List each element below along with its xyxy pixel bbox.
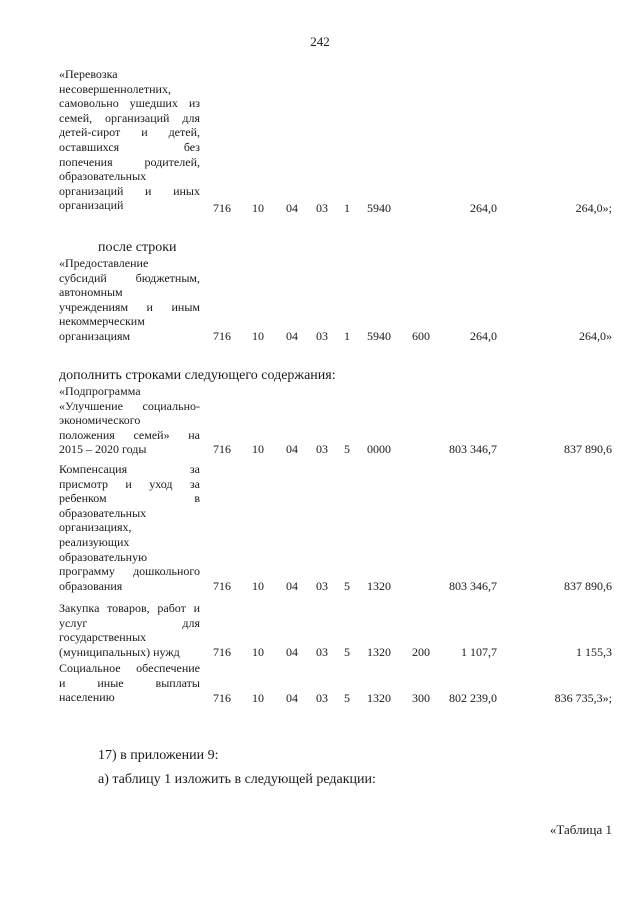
row-name: Закупка товаров, работ и услуг для государственных (муниципальных) нужд (59, 601, 200, 659)
code-ministry: 716 (213, 442, 231, 456)
value-year-1: 264,0 (470, 329, 497, 343)
row-name: «Предоставление субсидий бюджетным, автономным учреждениям и иным некоммерческим организациям (59, 256, 200, 343)
code-expense-type: 300 (412, 691, 430, 705)
code-program: 03 (316, 329, 328, 343)
code-subprogram: 1 (344, 201, 350, 215)
row-name: «Подпрограмма «Улучшение социально- экономического положения семей» на 2015 – 2020 годы (59, 384, 200, 457)
code-program: 03 (316, 201, 328, 215)
row-name: Социальное обеспечение и иные выплаты населению (59, 661, 200, 705)
code-section: 10 (252, 442, 264, 456)
code-section: 10 (252, 691, 264, 705)
value-year-2: 837 890,6 (564, 579, 612, 593)
value-year-1: 803 346,7 (449, 442, 497, 456)
value-year-1: 264,0 (470, 201, 497, 215)
value-year-2: 264,0» (579, 329, 612, 343)
code-direction: 1320 (367, 691, 391, 705)
value-year-2: 836 735,3»; (554, 691, 612, 705)
code-subsection: 04 (286, 329, 298, 343)
code-section: 10 (252, 329, 264, 343)
row-name: Компенсация за присмотр и уход за ребенком в образовательных организациях, реализующих образовательную программу дошкольного образования (59, 462, 200, 593)
code-subprogram: 5 (344, 579, 350, 593)
code-ministry: 716 (213, 329, 231, 343)
code-expense-type: 600 (412, 329, 430, 343)
code-direction: 5940 (367, 329, 391, 343)
code-section: 10 (252, 645, 264, 659)
code-direction: 1320 (367, 645, 391, 659)
code-subsection: 04 (286, 645, 298, 659)
after-line-text: после строки (98, 240, 177, 255)
row-name: «Перевозка несовершеннолетних, самовольно ушедших из семей, организаций для детей-сирот и детей, оставшихся без попечения родителей, образовательных организаций и иных организаций (59, 67, 200, 213)
code-subprogram: 1 (344, 329, 350, 343)
code-program: 03 (316, 691, 328, 705)
table-label: «Таблица 1 (549, 822, 612, 837)
code-direction: 0000 (367, 442, 391, 456)
code-ministry: 716 (213, 201, 231, 215)
code-expense-type: 200 (412, 645, 430, 659)
code-program: 03 (316, 645, 328, 659)
code-subsection: 04 (286, 201, 298, 215)
code-subsection: 04 (286, 691, 298, 705)
code-program: 03 (316, 579, 328, 593)
code-ministry: 716 (213, 691, 231, 705)
item-17-text: 17) в приложении 9: (98, 748, 219, 763)
value-year-1: 1 107,7 (461, 645, 497, 659)
value-year-2: 264,0»; (575, 201, 612, 215)
code-subsection: 04 (286, 442, 298, 456)
code-ministry: 716 (213, 645, 231, 659)
supplement-text: дополнить строками следующего содержания: (59, 368, 336, 383)
code-subprogram: 5 (344, 691, 350, 705)
page-number: 242 (310, 34, 330, 49)
code-subsection: 04 (286, 579, 298, 593)
code-section: 10 (252, 201, 264, 215)
value-year-2: 837 890,6 (564, 442, 612, 456)
value-year-2: 1 155,3 (576, 645, 612, 659)
code-subprogram: 5 (344, 645, 350, 659)
value-year-1: 802 239,0 (449, 691, 497, 705)
code-program: 03 (316, 442, 328, 456)
code-direction: 1320 (367, 579, 391, 593)
item-a-text: а) таблицу 1 изложить в следующей редакции: (98, 772, 376, 787)
code-subprogram: 5 (344, 442, 350, 456)
code-ministry: 716 (213, 579, 231, 593)
code-section: 10 (252, 579, 264, 593)
code-direction: 5940 (367, 201, 391, 215)
value-year-1: 803 346,7 (449, 579, 497, 593)
